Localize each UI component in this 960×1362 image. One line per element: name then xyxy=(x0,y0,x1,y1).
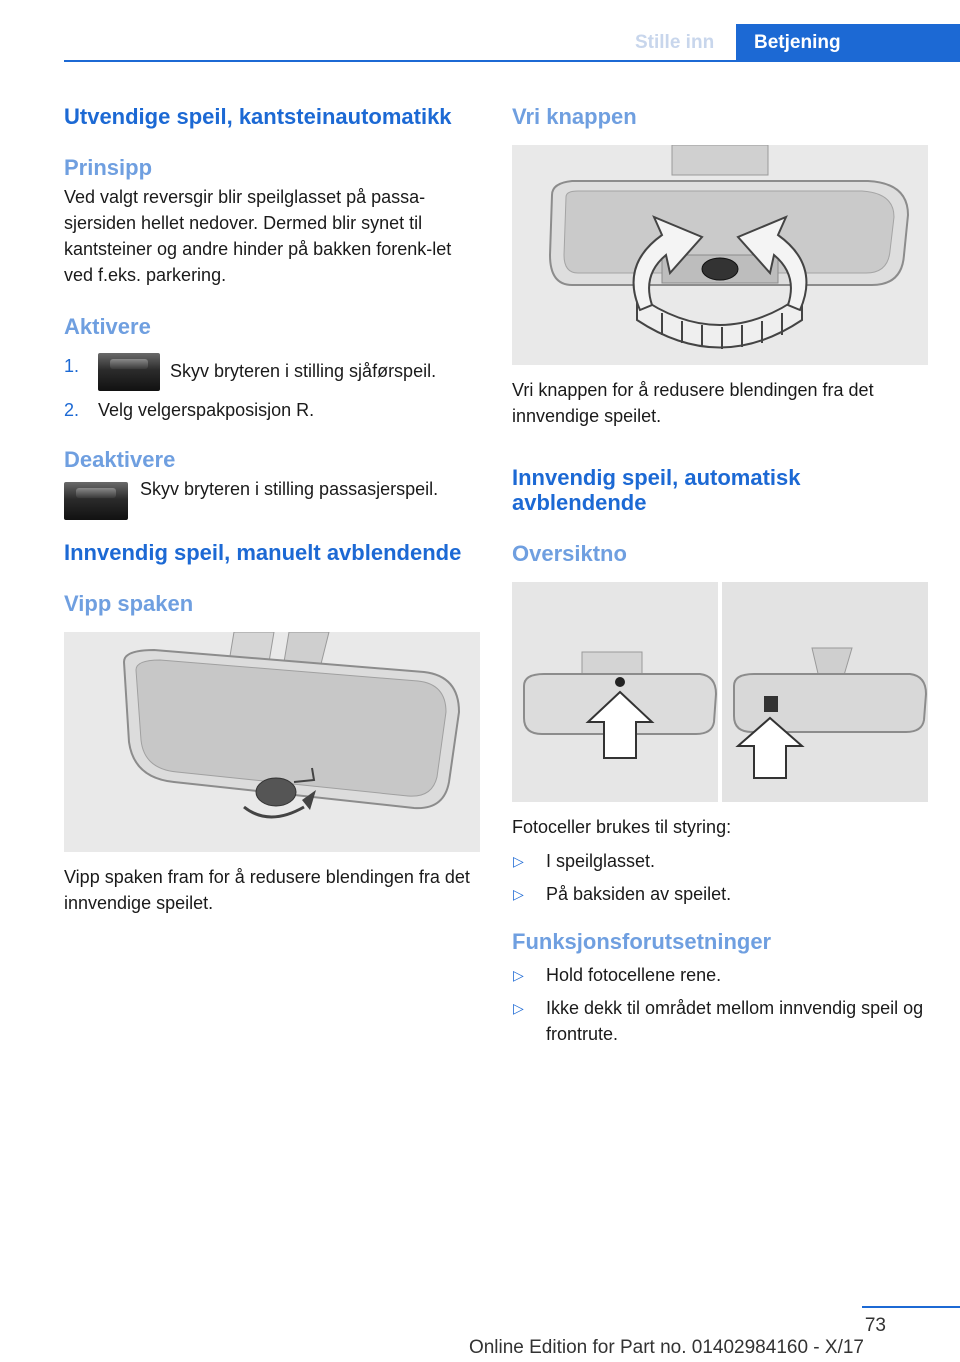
overview-caption: Fotoceller brukes til styring: xyxy=(512,817,732,837)
list-item xyxy=(512,962,928,988)
auto-mirror-title: Innvendig speil, automatisk avblendende xyxy=(512,465,801,515)
knob-figure xyxy=(512,145,928,365)
step-number: 1. xyxy=(64,356,80,376)
chapter-tab: Betjening xyxy=(736,24,960,62)
tilt-lever-heading: Vipp spaken xyxy=(64,591,194,616)
switch-driver-icon xyxy=(98,353,160,391)
knob-illustration xyxy=(512,145,928,365)
right-column xyxy=(512,96,928,1054)
activate-heading: Aktivere xyxy=(64,314,151,339)
list-item xyxy=(512,995,928,1047)
photocell-figure xyxy=(512,582,928,802)
deactivate-row xyxy=(64,476,480,518)
manual-mirror-illustration xyxy=(64,632,480,852)
section-tab: Stille inn xyxy=(635,32,715,53)
manual-mirror-caption: Vipp spaken fram for å redusere blendingen fra det innvendige speilet. xyxy=(64,867,470,913)
triangle-bullet-icon: ▷ xyxy=(513,886,524,902)
knob-caption: Vri knappen for å redusere blendingen fra det innvendige speilet. xyxy=(512,380,874,426)
overview-heading: Oversiktno xyxy=(512,541,627,566)
triangle-bullet-icon: ▷ xyxy=(513,967,524,983)
manual-mirror-figure xyxy=(64,632,480,852)
list-item-text: I speilglasset. xyxy=(546,851,656,871)
deactivate-heading: Deaktivere xyxy=(64,447,176,472)
activate-steps xyxy=(64,353,480,423)
requirements-heading: Funksjonsforutsetninger xyxy=(512,929,772,954)
header-rule xyxy=(64,60,960,62)
principle-heading: Prinsipp xyxy=(64,155,153,180)
curb-mirror-title: Utvendige speil, kantsteinautomatikk xyxy=(64,104,452,129)
switch-passenger-icon xyxy=(64,482,128,520)
deactivate-text: Skyv bryteren i stilling passasjerspeil. xyxy=(140,479,439,499)
requirements-list xyxy=(512,962,928,1047)
photocell-list xyxy=(512,848,928,907)
list-item-text: Ikke dekk til området mellom innvendig speil og frontrute. xyxy=(546,998,924,1044)
step-text: Skyv bryteren i stilling sjåførspeil. xyxy=(170,360,437,381)
list-item-text: Hold fotocellene rene. xyxy=(546,965,722,985)
triangle-bullet-icon: ▷ xyxy=(513,853,524,869)
activate-step-2 xyxy=(64,397,480,423)
footer-rule xyxy=(862,1306,960,1308)
activate-step-1 xyxy=(64,353,480,391)
list-item xyxy=(512,848,928,874)
manual-mirror-title: Innvendig speil, manuelt avblendende xyxy=(64,540,462,565)
principle-text: Ved valgt reversgir blir speilglasset på passa-sjersiden hellet nedover. Dermed blir synet til kantsteiner og andre hinder på bakken forenk-let ved f.eks. parkering. xyxy=(64,187,452,285)
knob-heading: Vri knappen xyxy=(512,104,637,129)
page-number: 73 xyxy=(864,1315,886,1336)
list-item xyxy=(512,881,928,907)
photocell-illustration xyxy=(512,582,928,802)
triangle-bullet-icon: ▷ xyxy=(513,1000,524,1016)
step-number: 2. xyxy=(64,400,80,420)
step-text: Velg velgerspakposisjon R. xyxy=(98,400,315,420)
left-column xyxy=(64,96,480,916)
edition-text: Online Edition for Part no. 01402984160 - X/17 xyxy=(468,1337,864,1358)
list-item-text: På baksiden av speilet. xyxy=(546,884,732,904)
